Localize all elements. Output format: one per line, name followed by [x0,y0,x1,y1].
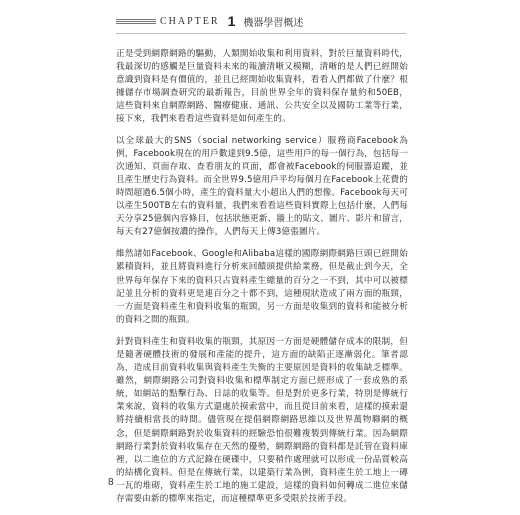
page-number: 8 [108,477,114,488]
chapter-number: 1 [227,13,236,29]
paragraph-2: 以全球最大的SNS（social networking service）服務商Facebook為例，Facebook現在的用戶數達到9.5億，這些用戶的每一個行為，包括每一次通知、頁面存取、查看朋友的頁面，都會被Facebook的伺服器追蹤，並且產生歷史行為資料。而全世界9.5億用戶平均每個月在Facebook上花費的時間超過6.5個小時，產生的資料量大小超出人們的想像。Facebook每天可以產生500TB左右的資料量，我們來看看這些資料實際上包括什麼，人們每天分享25億個內容條目，包括狀態更新、牆上的貼文、圖片、影片和留言，每天有27億個按讚的操作，人們每天上傳3億張圖片。 [116,135,408,238]
chapter-title: 機器學習概述 [243,17,304,29]
header-decoration-lines [116,16,156,26]
body-text [116,48,408,515]
chapter-header [116,12,416,30]
paragraph-4: 針對資料產生和資料收集的瓶頸，其原因一方面是硬體儲存成本的限制，但是隨著硬體技術的發展和產能的提升，這方面的缺陷正逐漸弱化。筆者認為，造成目前資料收集與資料產生失衡的主要原因是資料的收集缺乏標準。雖然，網際網路公司對資料收集和標準制定方面已經形成了一套成熟的系統，如網站的點擊行為、日誌的收集等。但是對於更多行業，特別是傳統行業來說，資料的收集方式還處於摸索當中，而且從目前來看，這樣的摸索還將持續相當長的時間。儘管現在提倡網際網路思維以及世界萬物聯網的概念，但是網際網路對於收集資料的經驗恐怕很難複製到傳統行業。因為網際網路行業對於資料收集存在天然的優勢，網際網路的資料都是託管在資料庫裡，以二進位的方式記錄在硬碟中，只要稍作處理就可以形成一份品質較高的結構化資料。但是在傳統行業，以建築行業為例，資料產生於工地上一磚一瓦的堆砌，資料產生於工地的施工建設，這樣的資料如何轉成二進位來儲存需要由新的標準來指定，而這種標準更多受限於技術手段。 [116,336,408,504]
paragraph-3: 維然諸如Facebook、Google和Alibaba這樣的國際網際網路巨頭已經開始累積資料，並且將資料進行分析來回饋頭提供給業務，但是截止到今天，全世界每年保存下來的資料只占資料產生總量的百分之一不到，其中可以被標記並且分析的資料更是連百分之十都不到，這種現狀造成了兩方面的瓶頸，一方面是資料產生和資料收集的瓶頸，另一方面是收集到的資料和能被分析的資料之間的瓶頸。 [116,249,408,325]
header-rule [116,33,406,34]
chapter-label: CHAPTER [160,15,220,27]
paragraph-1: 正是受到網際網路的驅動，人類開始收集和利用資料，對於巨量資料時代，我最深切的感觸是巨量資料未來的報讀清晰又模糊，清晰的是人們已經開始意識到資料是有價值的，並且已經開始收集資料，看看人們都做了什麼？根據儲存市場調查研究的最新報告，目前世界全年的資料保存量約和50EB，這些資料來自網際網路、醫療健康、通訊、公共安全以及國防工業等行業，接下來，我們來看看這些資料是如何產生的。 [116,49,408,125]
